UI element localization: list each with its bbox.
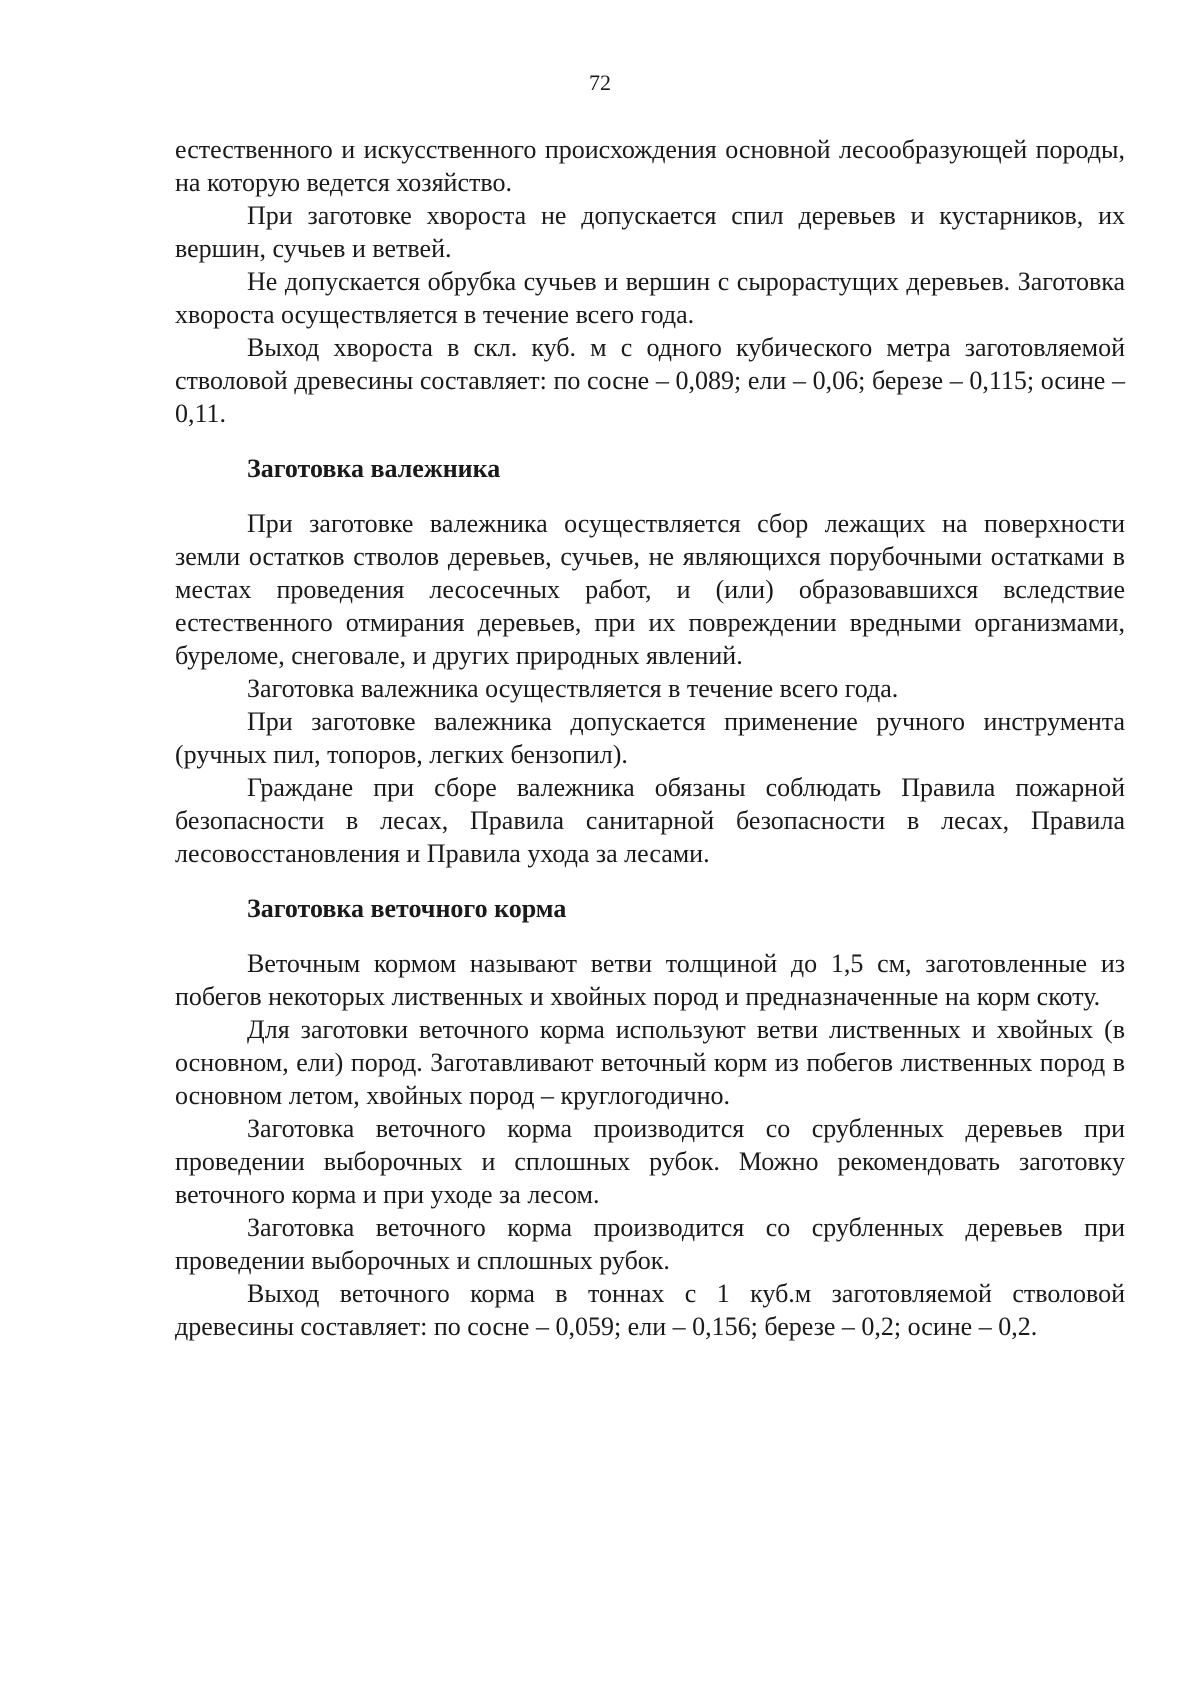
intro-paragraph-3: Не допускается обрубка сучьев и вершин с сырорастущих деревьев. Заготовка хвороста осуществляется в течение всего года.: [175, 267, 1125, 329]
intro-paragraph-2: При заготовке хвороста не допускается спил деревьев и кустарников, их вершин, сучьев и ветвей.: [175, 201, 1125, 263]
section-heading-deadwood: Заготовка валежника: [247, 454, 501, 483]
branch-feed-paragraph-2: Для заготовки веточного корма используют ветви лиственных и хвойных (в основном, ели) пород. Заготавливают веточный корм из побегов лиственных пород в основном летом, хвойных пород – круглогодично.: [175, 1015, 1125, 1110]
branch-feed-paragraph-5: Выход веточного корма в тоннах с 1 куб.м заготовляемой стволовой древесины составляет: по сосне – 0,059; ели – 0,156; березе – 0,2; осине – 0,2.: [175, 1279, 1125, 1341]
page-number: 72: [589, 70, 611, 95]
deadwood-paragraph-2: Заготовка валежника осуществляется в течение всего года.: [247, 674, 899, 703]
deadwood-paragraph-1: При заготовке валежника осуществляется сбор лежащих на поверхности земли остатков стволов деревьев, сучьев, не являющихся порубочными остатками в местах проведения лесосечных работ, и (или) образовавшихся вследствие естественного отмирания деревьев, при их повреждении вредными организмами, буреломе, снеговале, и других природных явлений.: [175, 509, 1125, 670]
page-content: [175, 133, 1125, 1343]
intro-paragraph-4: Выход хвороста в скл. куб. м с одного кубического метра заготовляемой стволовой древесины составляет: по сосне – 0,089; ели – 0,06; березе – 0,115; осине – 0,11.: [175, 333, 1125, 428]
deadwood-paragraph-3: При заготовке валежника допускается применение ручного инструмента (ручных пил, топоров, легких бензопил).: [175, 707, 1125, 769]
section-heading-branch-feed: Заготовка веточного корма: [247, 894, 567, 923]
branch-feed-paragraph-4: Заготовка веточного корма производится со срубленных деревьев при проведении выборочных и сплошных рубок.: [175, 1213, 1125, 1275]
intro-paragraph-1: естественного и искусственного происхождения основной лесообразующей породы, на которую ведется хозяйство.: [175, 135, 1125, 197]
branch-feed-paragraph-1: Веточным кормом называют ветви толщиной до 1,5 см, заготовленные из побегов некоторых лиственных и хвойных пород и предназначенные на корм скоту.: [175, 949, 1125, 1011]
deadwood-paragraph-4: Граждане при сборе валежника обязаны соблюдать Правила пожарной безопасности в лесах, Правила санитарной безопасности в лесах, Правила лесовосстановления и Правила ухода за лесами.: [175, 773, 1125, 868]
branch-feed-paragraph-3: Заготовка веточного корма производится со срубленных деревьев при проведении выборочных и сплошных рубок. Можно рекомендовать заготовку веточного корма и при уходе за лесом.: [175, 1114, 1125, 1209]
